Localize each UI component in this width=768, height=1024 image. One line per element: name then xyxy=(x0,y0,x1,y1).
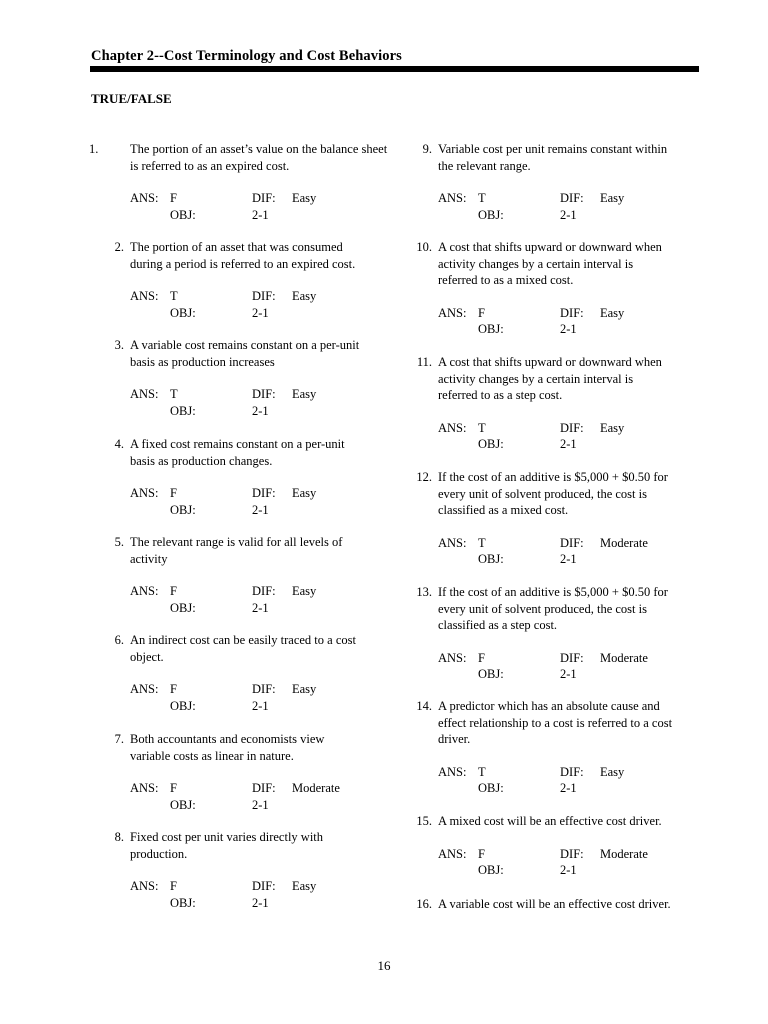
dif-value: Easy xyxy=(292,879,317,893)
dif-value: Moderate xyxy=(600,650,648,665)
question-text-line: A cost that shifts upward or downward when xyxy=(438,355,662,369)
question-text-line: every unit of solvent produced, the cost is xyxy=(438,486,647,501)
section-title: TRUE/FALSE xyxy=(91,91,172,106)
question-number: 11. xyxy=(416,355,432,369)
question-number: 8. xyxy=(114,830,124,844)
dif-value: Easy xyxy=(292,387,317,401)
ans-label: ANS: xyxy=(130,486,159,500)
question-text-line: production. xyxy=(130,846,188,861)
ans-label: ANS: xyxy=(130,387,159,401)
question-text-line: is referred to as an expired cost. xyxy=(130,158,290,173)
question-number: 16. xyxy=(416,897,432,911)
question-text-line: If the cost of an additive is $5,000 + $0.50 for xyxy=(438,470,668,484)
question-text-line: basis as production changes. xyxy=(130,453,273,468)
ans-value: F xyxy=(170,682,177,696)
question-text-line: classified as a step cost. xyxy=(438,618,558,632)
ans-label: ANS: xyxy=(438,305,467,320)
ans-value: T xyxy=(478,764,486,779)
obj-value: 2-1 xyxy=(252,403,269,418)
obj-label: OBJ: xyxy=(170,207,196,222)
dif-label: DIF: xyxy=(252,682,276,696)
question-text-line: variable costs as linear in nature. xyxy=(130,748,294,763)
ans-label: ANS: xyxy=(438,191,467,205)
dif-label: DIF: xyxy=(560,535,584,550)
question-text-line: every unit of solvent produced, the cost is xyxy=(438,601,647,616)
question-text-line: The relevant range is valid for all levels of xyxy=(130,535,343,549)
ans-label: ANS: xyxy=(438,420,467,435)
obj-label: OBJ: xyxy=(478,781,504,795)
ans-value: F xyxy=(478,650,485,665)
question-number: 4. xyxy=(114,437,124,451)
obj-label: OBJ: xyxy=(478,552,504,566)
question-text-line: during a period is referred to an expired cost. xyxy=(130,256,356,271)
ans-label: ANS: xyxy=(130,289,159,303)
question-text-line: classified as a mixed cost. xyxy=(438,503,569,517)
question-number: 12. xyxy=(416,470,432,484)
dif-value: Easy xyxy=(600,191,625,205)
ans-value: F xyxy=(478,305,485,320)
obj-value: 2-1 xyxy=(252,305,269,320)
ans-value: F xyxy=(170,584,177,598)
obj-label: OBJ: xyxy=(478,863,504,877)
obj-label: OBJ: xyxy=(170,698,196,713)
dif-label: DIF: xyxy=(560,764,584,779)
question-number: 3. xyxy=(114,338,124,352)
question-text-line: A cost that shifts upward or downward when xyxy=(438,240,662,254)
question-text-line: driver. xyxy=(438,732,471,746)
dif-value: Easy xyxy=(292,289,317,303)
dif-value: Easy xyxy=(292,682,317,696)
dif-value: Easy xyxy=(292,486,317,500)
dif-value: Easy xyxy=(600,764,625,779)
question-text-line: Fixed cost per unit varies directly with xyxy=(130,830,324,844)
title-rule xyxy=(90,66,699,72)
dif-value: Easy xyxy=(600,305,625,320)
obj-value: 2-1 xyxy=(252,600,269,615)
dif-label: DIF: xyxy=(560,846,584,861)
dif-label: DIF: xyxy=(252,781,276,795)
question-text-line: object. xyxy=(130,649,164,664)
dif-label: DIF: xyxy=(252,879,276,893)
question-text-line: Variable cost per unit remains constant within xyxy=(438,142,668,156)
dif-label: DIF: xyxy=(560,420,584,435)
ans-label: ANS: xyxy=(130,682,159,696)
chapter-title: Chapter 2--Cost Terminology and Cost Behaviors xyxy=(91,48,402,64)
question-text-line: The portion of an asset’s value on the balance sheet xyxy=(130,142,388,156)
ans-value: F xyxy=(478,846,485,861)
ans-label: ANS: xyxy=(130,781,159,795)
obj-label: OBJ: xyxy=(170,403,196,418)
obj-label: OBJ: xyxy=(478,667,504,681)
obj-label: OBJ: xyxy=(170,797,196,812)
dif-label: DIF: xyxy=(252,191,276,205)
dif-value: Easy xyxy=(600,420,625,435)
obj-value: 2-1 xyxy=(252,698,269,713)
obj-value: 2-1 xyxy=(252,502,269,517)
question-text-line: A predictor which has an absolute cause and xyxy=(438,699,660,713)
ans-label: ANS: xyxy=(438,846,467,861)
question-text-line: If the cost of an additive is $5,000 + $0.50 for xyxy=(438,585,668,599)
dif-label: DIF: xyxy=(560,305,584,320)
obj-value: 2-1 xyxy=(560,207,577,222)
obj-value: 2-1 xyxy=(560,781,577,795)
dif-value: Moderate xyxy=(292,781,340,795)
ans-label: ANS: xyxy=(438,764,467,779)
ans-label: ANS: xyxy=(130,584,159,598)
obj-label: OBJ: xyxy=(170,895,196,910)
question-text-line: A variable cost will be an effective cost driver. xyxy=(438,897,671,911)
question-text-line: activity xyxy=(130,551,168,566)
dif-value: Easy xyxy=(292,584,317,598)
ans-value: T xyxy=(170,387,178,401)
dif-label: DIF: xyxy=(252,584,276,598)
obj-label: OBJ: xyxy=(170,305,196,320)
question-text-line: A mixed cost will be an effective cost driver. xyxy=(438,814,662,828)
question-text-line: An indirect cost can be easily traced to a cost xyxy=(130,633,356,647)
obj-value: 2-1 xyxy=(560,667,577,681)
dif-label: DIF: xyxy=(560,650,584,665)
question-number: 6. xyxy=(114,633,124,647)
ans-label: ANS: xyxy=(130,191,159,205)
question-number: 7. xyxy=(114,732,124,746)
ans-label: ANS: xyxy=(130,879,159,893)
obj-label: OBJ: xyxy=(478,437,504,451)
obj-value: 2-1 xyxy=(252,895,269,910)
ans-value: T xyxy=(478,535,486,550)
dif-label: DIF: xyxy=(252,289,276,303)
question-number: 5. xyxy=(114,535,124,549)
obj-value: 2-1 xyxy=(560,552,577,566)
ans-label: ANS: xyxy=(438,650,467,665)
obj-label: OBJ: xyxy=(170,502,196,517)
obj-value: 2-1 xyxy=(560,863,577,877)
question-text-line: Both accountants and economists view xyxy=(130,732,325,746)
question-text-line: A fixed cost remains constant on a per-unit xyxy=(130,437,345,451)
dif-value: Moderate xyxy=(600,846,648,861)
page-number: 16 xyxy=(377,958,391,973)
dif-label: DIF: xyxy=(252,486,276,500)
ans-value: F xyxy=(170,781,177,795)
ans-value: F xyxy=(170,879,177,893)
obj-label: OBJ: xyxy=(170,600,196,615)
question-text-line: activity changes by a certain interval is xyxy=(438,256,634,271)
question-number: 2. xyxy=(114,240,124,254)
dif-label: DIF: xyxy=(560,191,584,205)
question-number: 14. xyxy=(416,699,432,713)
obj-label: OBJ: xyxy=(478,207,504,222)
ans-value: T xyxy=(170,289,178,303)
question-number: 15. xyxy=(416,814,432,828)
question-text-line: referred to as a step cost. xyxy=(438,388,563,402)
question-number: 9. xyxy=(422,142,432,156)
question-text-line: activity changes by a certain interval is xyxy=(438,371,634,386)
question-number: 13. xyxy=(416,585,432,599)
obj-value: 2-1 xyxy=(560,322,577,336)
ans-value: T xyxy=(478,191,486,205)
ans-label: ANS: xyxy=(438,535,467,550)
obj-value: 2-1 xyxy=(560,437,577,451)
dif-value: Easy xyxy=(292,191,317,205)
question-text-line: A variable cost remains constant on a per-unit xyxy=(130,338,360,352)
question-text-line: effect relationship to a cost is referred to a cost xyxy=(438,715,673,730)
question-number: 10. xyxy=(416,240,432,254)
question-text-line: basis as production increases xyxy=(130,354,275,369)
obj-value: 2-1 xyxy=(252,797,269,812)
ans-value: F xyxy=(170,191,177,205)
question-text-line: the relevant range. xyxy=(438,158,531,173)
question-number: 1. xyxy=(89,142,99,156)
question-text-line: referred to as a mixed cost. xyxy=(438,273,574,287)
dif-value: Moderate xyxy=(600,535,648,550)
dif-label: DIF: xyxy=(252,387,276,401)
ans-value: T xyxy=(478,420,486,435)
ans-value: F xyxy=(170,486,177,500)
question-text-line: The portion of an asset that was consumed xyxy=(130,240,343,254)
obj-label: OBJ: xyxy=(478,322,504,336)
obj-value: 2-1 xyxy=(252,207,269,222)
